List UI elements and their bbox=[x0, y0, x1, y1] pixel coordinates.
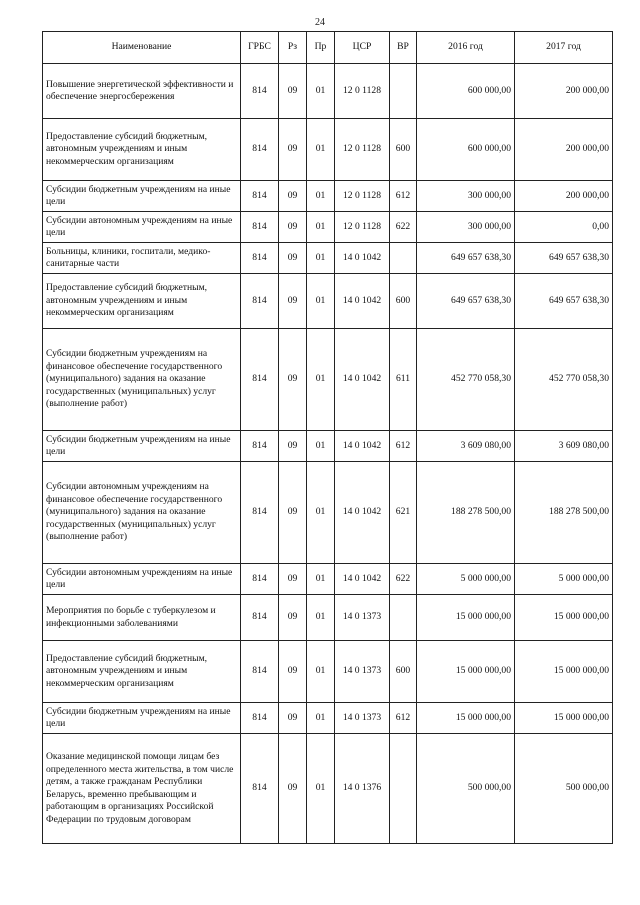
cell-pr: 01 bbox=[307, 595, 335, 641]
cell-vr: 621 bbox=[390, 462, 417, 564]
table-row bbox=[43, 181, 613, 212]
cell-rz: 09 bbox=[279, 641, 307, 703]
cell-csr: 14 0 1042 bbox=[335, 329, 390, 431]
cell-rz: 09 bbox=[279, 734, 307, 844]
cell-2017: 649 657 638,30 bbox=[515, 243, 613, 274]
cell-2016: 649 657 638,30 bbox=[417, 274, 515, 329]
cell-grbs: 814 bbox=[241, 119, 279, 181]
cell-rz: 09 bbox=[279, 431, 307, 462]
cell-grbs: 814 bbox=[241, 243, 279, 274]
table-row bbox=[43, 462, 613, 564]
cell-2016: 15 000 000,00 bbox=[417, 641, 515, 703]
cell-csr: 12 0 1128 bbox=[335, 212, 390, 243]
cell-pr: 01 bbox=[307, 181, 335, 212]
cell-rz: 09 bbox=[279, 181, 307, 212]
cell-name: Субсидии автономным учреждениям на финансовое обеспечение государственного (муниципального) задания на оказание государственных (муниципальных) услуг (выполнение работ) bbox=[43, 462, 241, 564]
cell-vr: 612 bbox=[390, 181, 417, 212]
header-vr: ВР bbox=[390, 32, 417, 64]
cell-pr: 01 bbox=[307, 274, 335, 329]
cell-2016: 3 609 080,00 bbox=[417, 431, 515, 462]
cell-csr: 14 0 1373 bbox=[335, 703, 390, 734]
cell-vr: 600 bbox=[390, 641, 417, 703]
cell-2017: 15 000 000,00 bbox=[515, 595, 613, 641]
cell-pr: 01 bbox=[307, 564, 335, 595]
table-row bbox=[43, 595, 613, 641]
table-row bbox=[43, 274, 613, 329]
cell-pr: 01 bbox=[307, 703, 335, 734]
cell-rz: 09 bbox=[279, 119, 307, 181]
cell-vr: 622 bbox=[390, 212, 417, 243]
cell-2017: 188 278 500,00 bbox=[515, 462, 613, 564]
cell-2016: 15 000 000,00 bbox=[417, 703, 515, 734]
cell-pr: 01 bbox=[307, 212, 335, 243]
cell-csr: 14 0 1376 bbox=[335, 734, 390, 844]
cell-csr: 12 0 1128 bbox=[335, 119, 390, 181]
cell-rz: 09 bbox=[279, 64, 307, 119]
cell-csr: 12 0 1128 bbox=[335, 64, 390, 119]
cell-grbs: 814 bbox=[241, 595, 279, 641]
cell-grbs: 814 bbox=[241, 462, 279, 564]
cell-name: Предоставление субсидий бюджетным, автономным учреждениям и иным некоммерческим организациям bbox=[43, 641, 241, 703]
cell-2016: 300 000,00 bbox=[417, 212, 515, 243]
cell-csr: 14 0 1373 bbox=[335, 641, 390, 703]
header-csr: ЦСР bbox=[335, 32, 390, 64]
table-row bbox=[43, 243, 613, 274]
table-row bbox=[43, 703, 613, 734]
cell-rz: 09 bbox=[279, 212, 307, 243]
table-header-row bbox=[43, 32, 613, 64]
page-number: 24 bbox=[315, 17, 325, 28]
table-row bbox=[43, 431, 613, 462]
cell-pr: 01 bbox=[307, 329, 335, 431]
table-row bbox=[43, 64, 613, 119]
cell-vr bbox=[390, 734, 417, 844]
header-rz: Рз bbox=[279, 32, 307, 64]
cell-grbs: 814 bbox=[241, 734, 279, 844]
table-row bbox=[43, 734, 613, 844]
cell-csr: 14 0 1042 bbox=[335, 462, 390, 564]
table-row bbox=[43, 119, 613, 181]
cell-2016: 649 657 638,30 bbox=[417, 243, 515, 274]
cell-2016: 600 000,00 bbox=[417, 119, 515, 181]
cell-csr: 12 0 1128 bbox=[335, 181, 390, 212]
cell-2016: 15 000 000,00 bbox=[417, 595, 515, 641]
cell-vr: 612 bbox=[390, 703, 417, 734]
cell-grbs: 814 bbox=[241, 431, 279, 462]
cell-csr: 14 0 1042 bbox=[335, 274, 390, 329]
cell-name: Повышение энергетической эффективности и обеспечение энергосбережения bbox=[43, 64, 241, 119]
cell-name: Больницы, клиники, госпитали, медико-санитарные части bbox=[43, 243, 241, 274]
cell-csr: 14 0 1373 bbox=[335, 595, 390, 641]
cell-2017: 5 000 000,00 bbox=[515, 564, 613, 595]
cell-vr bbox=[390, 64, 417, 119]
cell-2017: 0,00 bbox=[515, 212, 613, 243]
cell-grbs: 814 bbox=[241, 64, 279, 119]
table-row bbox=[43, 329, 613, 431]
cell-vr: 611 bbox=[390, 329, 417, 431]
cell-csr: 14 0 1042 bbox=[335, 564, 390, 595]
cell-name: Мероприятия по борьбе с туберкулезом и инфекционными заболеваниями bbox=[43, 595, 241, 641]
cell-name: Субсидии автономным учреждениям на иные цели bbox=[43, 564, 241, 595]
cell-vr: 622 bbox=[390, 564, 417, 595]
cell-2017: 649 657 638,30 bbox=[515, 274, 613, 329]
header-2017: 2017 год bbox=[515, 32, 613, 64]
cell-pr: 01 bbox=[307, 641, 335, 703]
cell-2017: 452 770 058,30 bbox=[515, 329, 613, 431]
cell-2016: 300 000,00 bbox=[417, 181, 515, 212]
cell-2017: 3 609 080,00 bbox=[515, 431, 613, 462]
cell-pr: 01 bbox=[307, 243, 335, 274]
cell-pr: 01 bbox=[307, 734, 335, 844]
cell-name: Субсидии бюджетным учреждениям на иные цели bbox=[43, 181, 241, 212]
cell-grbs: 814 bbox=[241, 329, 279, 431]
cell-name: Субсидии бюджетным учреждениям на финансовое обеспечение государственного (муниципального) задания на оказание государственных (муниципальных) услуг (выполнение работ) bbox=[43, 329, 241, 431]
header-name: Наименование bbox=[43, 32, 241, 64]
cell-csr: 14 0 1042 bbox=[335, 243, 390, 274]
cell-rz: 09 bbox=[279, 564, 307, 595]
cell-2016: 500 000,00 bbox=[417, 734, 515, 844]
cell-vr bbox=[390, 595, 417, 641]
cell-grbs: 814 bbox=[241, 564, 279, 595]
cell-rz: 09 bbox=[279, 595, 307, 641]
cell-name: Субсидии автономным учреждениям на иные цели bbox=[43, 212, 241, 243]
cell-2017: 500 000,00 bbox=[515, 734, 613, 844]
cell-2017: 200 000,00 bbox=[515, 181, 613, 212]
header-pr: Пр bbox=[307, 32, 335, 64]
cell-grbs: 814 bbox=[241, 274, 279, 329]
cell-2017: 15 000 000,00 bbox=[515, 641, 613, 703]
cell-2016: 452 770 058,30 bbox=[417, 329, 515, 431]
cell-csr: 14 0 1042 bbox=[335, 431, 390, 462]
cell-grbs: 814 bbox=[241, 703, 279, 734]
cell-pr: 01 bbox=[307, 431, 335, 462]
cell-name: Предоставление субсидий бюджетным, автономным учреждениям и иным некоммерческим организациям bbox=[43, 274, 241, 329]
cell-pr: 01 bbox=[307, 462, 335, 564]
cell-grbs: 814 bbox=[241, 212, 279, 243]
cell-rz: 09 bbox=[279, 329, 307, 431]
table-row bbox=[43, 564, 613, 595]
cell-rz: 09 bbox=[279, 243, 307, 274]
cell-rz: 09 bbox=[279, 462, 307, 564]
table-row bbox=[43, 212, 613, 243]
cell-name: Субсидии бюджетным учреждениям на иные цели bbox=[43, 703, 241, 734]
cell-vr: 600 bbox=[390, 119, 417, 181]
cell-2016: 600 000,00 bbox=[417, 64, 515, 119]
cell-2017: 200 000,00 bbox=[515, 64, 613, 119]
table-body bbox=[43, 64, 613, 844]
cell-grbs: 814 bbox=[241, 641, 279, 703]
budget-table bbox=[42, 31, 613, 844]
cell-rz: 09 bbox=[279, 274, 307, 329]
table-row bbox=[43, 641, 613, 703]
cell-2017: 15 000 000,00 bbox=[515, 703, 613, 734]
cell-2016: 188 278 500,00 bbox=[417, 462, 515, 564]
cell-name: Предоставление субсидий бюджетным, автономным учреждениям и иным некоммерческим организациям bbox=[43, 119, 241, 181]
cell-vr: 600 bbox=[390, 274, 417, 329]
cell-grbs: 814 bbox=[241, 181, 279, 212]
cell-name: Оказание медицинской помощи лицам без определенного места жительства, в том числе детям, а также гражданам Республики Беларусь, временно пребывающим и работающим в организациях Российской Федерации по трудовым договорам bbox=[43, 734, 241, 844]
cell-rz: 09 bbox=[279, 703, 307, 734]
cell-pr: 01 bbox=[307, 119, 335, 181]
header-2016: 2016 год bbox=[417, 32, 515, 64]
cell-pr: 01 bbox=[307, 64, 335, 119]
cell-2016: 5 000 000,00 bbox=[417, 564, 515, 595]
cell-vr bbox=[390, 243, 417, 274]
cell-2017: 200 000,00 bbox=[515, 119, 613, 181]
cell-vr: 612 bbox=[390, 431, 417, 462]
header-grbs: ГРБС bbox=[241, 32, 279, 64]
cell-name: Субсидии бюджетным учреждениям на иные цели bbox=[43, 431, 241, 462]
